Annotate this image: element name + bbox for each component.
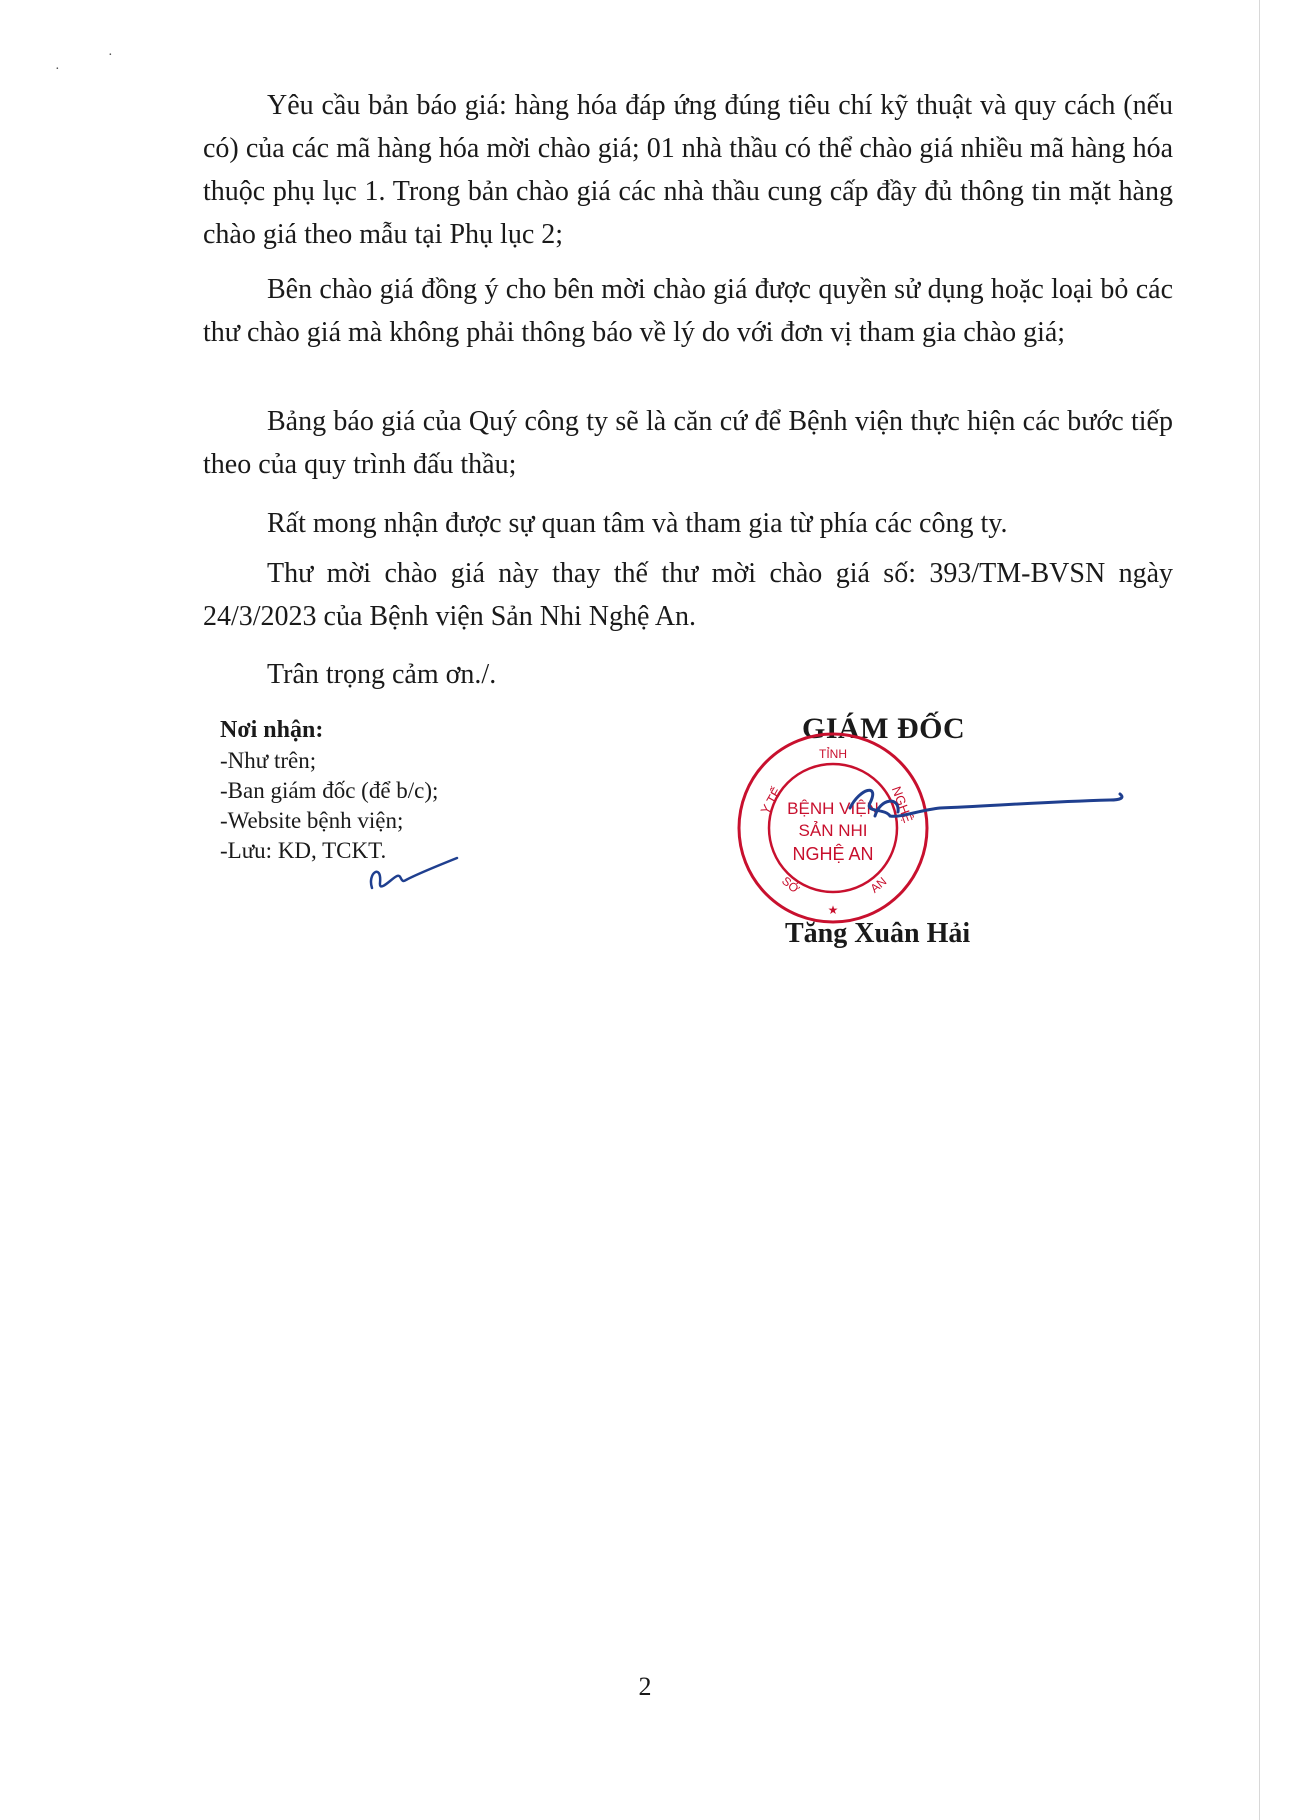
paragraph-hope: Rất mong nhận được sự quan tâm và tham gia từ phía các công ty. <box>267 508 1008 539</box>
recipient-item: -Website bệnh viện; <box>220 808 404 833</box>
svg-text:TỈNH: TỈNH <box>819 747 847 761</box>
signer-title: GIÁM ĐỐC <box>802 712 966 745</box>
scan-speck: · <box>55 62 60 77</box>
recipient-item: -Lưu: KD, TCKT. <box>220 838 387 863</box>
page-number: 2 <box>638 1672 652 1701</box>
signer-name: Tăng Xuân Hải <box>785 918 971 949</box>
paragraph-basis: Bảng báo giá của Quý công ty sẽ là căn cứ để Bệnh viện thực hiện các bước tiếp theo của quy trình đấu thầu; <box>203 406 1173 480</box>
svg-text:AN: AN <box>867 874 890 896</box>
svg-text:SỞ: SỞ <box>779 873 803 897</box>
paragraph-replacement: Thư mời chào giá này thay thế thư mời chào giá số: 393/TM-BVSN ngày 24/3/2023 của Bệnh viện Sản Nhi Nghệ An. <box>203 558 1173 632</box>
paragraph-thanks: Trân trọng cảm ơn./. <box>267 659 497 690</box>
director-signature <box>840 778 1130 838</box>
svg-text:Y TẾ: Y TẾ <box>757 784 785 817</box>
svg-text:NGHỆ: NGHỆ <box>888 784 916 825</box>
svg-text:NGHỆ AN: NGHỆ AN <box>792 844 874 864</box>
svg-text:★: ★ <box>827 903 839 917</box>
initials-signature <box>362 838 462 898</box>
recipient-item: -Ban giám đốc (để b/c); <box>220 778 439 803</box>
svg-text:BỆNH VIỆN: BỆNH VIỆN <box>787 799 879 818</box>
svg-text:SẢN NHI: SẢN NHI <box>798 821 868 840</box>
paragraph-quote-requirements: Yêu cầu bản báo giá: hàng hóa đáp ứng đúng tiêu chí kỹ thuật và quy cách (nếu có) của các mã hàng hóa mời chào giá; 01 nhà thầu có thể chào giá nhiều mã hàng hóa thuộc phụ lục 1. Trong bản chào giá các nhà thầu cung cấp đầy đủ thông tin mặt hàng chào giá theo mẫu tại Phụ lục 2; <box>203 90 1173 250</box>
paragraph-rights: Bên chào giá đồng ý cho bên mời chào giá được quyền sử dụng hoặc loại bỏ các thư chào giá mà không phải thông báo về lý do với đơn vị tham gia chào giá; <box>203 274 1173 348</box>
page-edge <box>1259 0 1260 1820</box>
scan-speck: · <box>108 48 113 63</box>
recipients-heading: Nơi nhận: <box>220 717 324 743</box>
recipient-item: -Như trên; <box>220 748 317 773</box>
